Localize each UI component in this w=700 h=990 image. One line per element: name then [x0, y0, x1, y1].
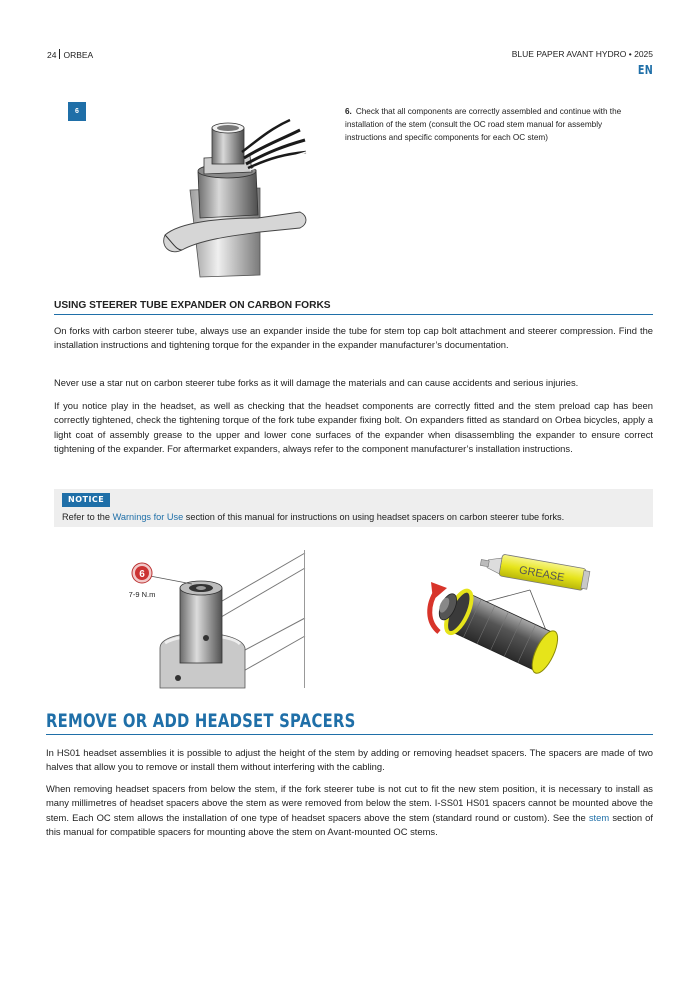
warnings-for-use-link[interactable]: Warnings for Use	[112, 512, 184, 522]
section-heading-spacers: REMOVE OR ADD HEADSET SPACERS	[46, 710, 356, 732]
page-header-left	[47, 49, 93, 60]
header-divider	[59, 49, 60, 59]
stem-assembly-illustration	[160, 100, 315, 280]
section-rule	[54, 314, 653, 315]
notice-text	[62, 512, 647, 522]
paragraph-expander-3: If you notice play in the headset, as well as checking that the headset components are correctly fitted and the stem preload cap has been correctly tightened, check the tightening torque of the fork tube expander fixing bolt. On expanders fitted as standard on Orbea bicycles, apply a light coat of assembly grease to the upper and lower cone surfaces of the expander when disassembling the expander to ensure correct tightening of the expander. For aftermarket expanders, always refer to the component manufacturer’s installation instructions.	[54, 400, 653, 454]
section-heading-expander: USING STEERER TUBE EXPANDER ON CARBON FORKS	[54, 300, 331, 311]
brand-name: ORBEA	[63, 50, 94, 60]
doc-title: BLUE PAPER AVANT HYDRO • 2025	[511, 49, 653, 59]
step-number: 6.	[345, 107, 352, 116]
step-text: Check that all components are correctly assembled and continue with the installation of the stem (consult the OC road stem manual for assembly instructions and specific components for each OC stem)	[345, 107, 622, 142]
paragraph-expander-1: On forks with carbon steerer tube, always use an expander inside the tube for stem top cap bolt attachment and steerer compression. Find the installation instructions and tightening torque for the expander in the expander manufacturer’s documentation.	[54, 325, 653, 351]
notice-text-before: Refer to the	[62, 512, 113, 522]
torque-badge: 6	[139, 569, 145, 580]
stem-link[interactable]: stem	[588, 811, 610, 823]
grease-label: GREASE	[518, 564, 566, 585]
paragraph-expander-2: Never use a star nut on carbon steerer tube forks as it will damage the materials and can cause accidents and serious injuries.	[54, 377, 579, 388]
language-code: EN	[637, 63, 653, 77]
expander-torque-illustration	[120, 548, 310, 688]
paragraph-spacers-2	[46, 782, 653, 839]
paragraph-spacers-2-end: section of this manual for compatible spacers for mounting above the stem on Avant-mounted OC stems.	[46, 811, 653, 837]
expander-grease-illustration	[425, 550, 625, 680]
paragraph-spacers-1: In HS01 headset assemblies it is possible to adjust the height of the stem by adding or removing headset spacers. The spacers are made of two halves that allow you to remove or install them without interfering with the cabling.	[46, 747, 653, 773]
notice-label: NOTICE	[62, 493, 110, 507]
notice-text-after: section of this manual for instructions on using headset spacers on carbon steerer tube forks.	[183, 512, 565, 522]
paragraph-spacers-2-text: When removing headset spacers from below the stem, if the fork steerer tube is not cut to fit the new stem position, it is necessary to install as many millimetres of headset spacers above the stem as were removed from below the stem. I-SS01 HS01 spacers cannot be mounted above the stem. Each OC stem allows the installation of one type of headset spacers above the stem (standard round or custom). See the	[46, 783, 653, 823]
step-instruction	[345, 106, 628, 144]
step-badge: 6	[68, 102, 86, 121]
section-rule-2	[46, 734, 653, 735]
torque-value: 7-9 N.m	[128, 590, 156, 599]
page-number: 24	[47, 50, 57, 60]
